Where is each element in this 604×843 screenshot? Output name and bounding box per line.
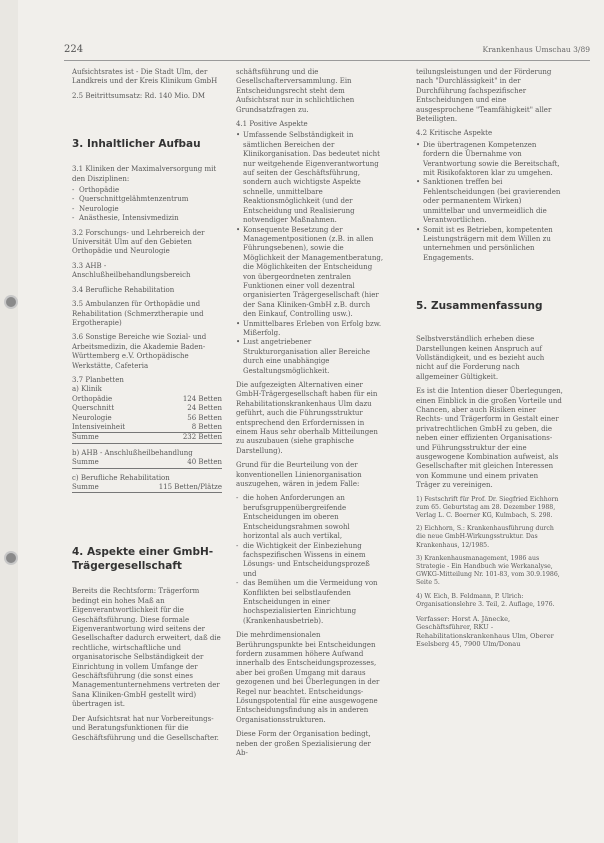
s42-list (416, 141, 564, 263)
paragraph: Grund für die Beurteilung von der konventionellen Linienorganisation auszugehen, wären in jedem Falle: (236, 461, 362, 489)
bed-label: Querschnitt (72, 404, 115, 413)
paragraph: Die mehrdimensionalen Berührungspunkte bei Entscheidungen fordern zusammen höhere Aufwand innerhalb des Entscheidungsprozesses, aber bei großen Umgang mit daraus gezogenen und bei Überlegungen in der Regel nur beachtet. Entscheidungs-Lösungspotential für eine ausgewogene Entscheidungsfindung als in anderen Organisationsstrukturen. (236, 631, 380, 724)
bed-value: 24 Betten (187, 404, 222, 413)
ahb-title: b) AHB - Anschlußheilbehandlung (72, 448, 193, 457)
list-item: • Sanktionen treffen bei Fehlentscheidungen (bei gravierenden oder permanentem Wirken) unmittelbar und unvermeidlich die Verantwortlichen. (416, 178, 564, 225)
bed-label: Intensiveinheit (72, 423, 158, 433)
list-item: • Die übertragenen Kompetenzen fordern die Übernahme von Verantwortung sowie die Bereitschaft, mit Risikofaktoren klar zu umgehen. (416, 141, 564, 179)
intro-item: 2.5 Beitrittsumsatz: Rd. 140 Mio. DM (72, 91, 206, 100)
document-page (18, 0, 604, 843)
s4-paragraph: Bereits die Rechtsform: Trägerform bedingt ein hohes Maß an Eigenverantwortlichkeit für die Geschäftsführung. Diese formale Eigenverantwortung wird seitens der Gesellschafter dadurch erweitert, daß die rechtliche, wirtschaftliche und organisatorische Selbständigkeit der Einrichtung in vollem Umfange der Geschäftsführung (die sonst eines Managementunternehmens vertreten der Sana Kliniken-GmbH gestellt wird) übertragen ist. (72, 587, 221, 709)
punch-hole-icon (6, 297, 16, 307)
sum-value: 232 Betten (158, 433, 222, 443)
table-row (72, 404, 222, 413)
paragraph: schäftsführung und die Gesellschafterversammlung. Ein Entscheidungsrecht steht dem Aufsichtsrat nur in schlichtlichen Grundsatzfragen zu. (236, 68, 355, 114)
list-item: - Orthopädie (72, 186, 222, 195)
reha-title: c) Berufliche Rehabilitation (72, 473, 170, 482)
bed-label: Orthopädie (72, 394, 113, 403)
s41-title: 4.1 Positive Aspekte (236, 120, 308, 129)
s36-text: 3.6 Sonstige Bereiche wie Sozial- und Arbeitsmedizin, die Akademie Baden-Württemberg e.V. Orthopädische Werkstätte, Cafeteria (72, 333, 207, 370)
column-3 (416, 68, 564, 654)
bed-value: 8 Betten (158, 423, 222, 433)
journal-title: Krankenhaus Umschau 3/89 (482, 45, 590, 54)
sum-label: Summe (72, 433, 158, 443)
table-row (72, 423, 222, 433)
bed-label: Neurologie (72, 413, 112, 422)
list-item: - die hohen Anforderungen an berufsgruppenübergreifende Entscheidungen im oberen Entscheidungsrahmen sowohl horizontal als auch vertikal, (236, 494, 384, 541)
s31-list (72, 186, 222, 224)
list-item: • Umfassende Selbständigkeit in sämtlichen Bereichen der Klinikorganisation. Das bedeutet nicht nur weitgehende Eigenverantwortung auf seiten der Geschäftsführung, sondern auch wichtigste Aspekte schnelle, unmittelbare Reaktionsmöglichkeit (und der Entscheidung und Realisierung notwendiger Maßnahmen. (236, 131, 384, 225)
list-item: - Neurologie (72, 205, 222, 214)
section-3-heading: 3. Inhaltlicher Aufbau (72, 138, 201, 151)
page-header (64, 44, 590, 61)
list-item: - die Wichtigkeit der Einbeziehung fachspezifischen Wissens in einem Lösungs- und Entscheidungsprozeß und (236, 542, 384, 580)
s4-paragraph: Der Aufsichtsrat hat nur Vorbereitungs- und Beratungsfunktionen für die Geschäftsführung und die Gesellschafter. (72, 714, 219, 742)
punch-hole-icon (6, 553, 16, 563)
table-row (72, 414, 222, 423)
paragraph: teilungsleistungen und der Förderung nach "Durchlässigkeit" in der Durchführung fachspezifischer Entscheidungen und eine ausgesprochene "Teamfähigkeit" aller Beteiligten. (416, 68, 552, 124)
sum-label: Summe (72, 483, 117, 493)
list-item: • Lust angetriebener Strukturorganisation aller Bereiche durch eine unabhängige Gestaltungsmöglichkeit. (236, 338, 384, 376)
sum-value: 40 Betten (137, 458, 222, 468)
reference-item: 4) W. Eich, B. Feldmann, P. Ulrich: Organisationslehre 3. Teil, 2. Auflage, 1976. (416, 592, 555, 608)
list-item: - Querschnittgelähmtenzentrum (72, 195, 222, 204)
list-item: - das Bemühen um die Vermeidung von Konflikten bei selbstlaufenden Entscheidungen in einer hochspezialisierten Einrichtung (Krankenhausbetrieb). (236, 579, 384, 626)
s32-text: 3.2 Forschungs- und Lehrbereich der Universität Ulm auf den Gebieten Orthopädie und Neurologie (72, 228, 205, 256)
s41-list (236, 131, 384, 376)
list-item: • Somit ist es Betrieben, kompetenten Leistungsträgern mit dem Willen zu unternehmen und persönlichen Engagements. (416, 226, 564, 264)
section-4-heading: 4. Aspekte einer GmbH-Trägergesellschaft (72, 546, 214, 573)
list-item: - Anästhesie, Intensivmedizin (72, 214, 222, 223)
s37-title: 3.7 Planbetten (72, 375, 124, 384)
s35-text: 3.5 Ambulanzen für Orthopädie und Rehabilitation (Schmerztherapie und Ergotherapie) (72, 300, 204, 327)
reference-item: 2) Eichhorn, S.: Krankenhausführung durch die neue GmbH-Wirkungsstruktur. Das Krankenhaus, 12/1985. (416, 525, 554, 549)
list-item: • Konsequente Besetzung der Managementpositionen (z.B. in allen Führungsebenen), sowie die Möglichkeit der Managementberatung, die Möglichkeiten der Entscheidung von übergeordneten zentralen Funktionen einer voll dezentral organisierten Trägergesellschaft (hier der Sana Kliniken-GmbH z.B. durch den Einkauf, Controlling usw.). (236, 226, 384, 320)
list-item: • Unmittelbares Erleben von Erfolg bzw. Mißerfolg. (236, 320, 384, 339)
s37-sub: a) Klinik (72, 385, 102, 394)
page-number: 224 (64, 44, 84, 55)
s34-text: 3.4 Berufliche Rehabilitation (72, 285, 175, 294)
ahb-table (72, 458, 222, 468)
para3-list (236, 494, 384, 626)
reha-table (72, 483, 222, 493)
intro-item: Aufsichtsrates ist - Die Stadt Ulm, der Landkreis und der Kreis Klinikum GmbH (72, 68, 218, 86)
table-row (72, 395, 222, 404)
bed-value: 124 Betten (182, 394, 222, 403)
column-1 (72, 68, 222, 748)
reference-item: 3) Krankenhausmanagement, 1986 aus Strategie - Ein Handbuch wie Werkanalyse, GWKG-Mitteilung Nr. 101-83, vom 30.9.1986, Seite 5. (416, 554, 560, 587)
reference-item: 1) Festschrift für Prof. Dr. Siegfried Eichhorn zum 65. Geburtstag am 28. Dezember 1988, Verlag L. C. Boerner KG, Kulmbach, S. 298. (416, 495, 559, 520)
s31-title: 3.1 Kliniken der Maximalversorgung mit den Disziplinen: (72, 165, 217, 183)
paragraph: Selbstverständlich erheben diese Darstellungen keinen Anspruch auf Vollständigkeit, und es bezieht auch nicht auf die Forderung nach allgemeiner Gültigkeit. (416, 335, 545, 381)
s33-text: 3.3 AHB - Anschlußheilbehandlungsbereich (72, 261, 191, 280)
paragraph: Die aufgezeigten Alternativen einer GmbH-Trägergesellschaft haben für ein Rehabilitationskrankenhaus Ulm dazu geführt, auch die Führungsstruktur entsprechend den Erfordernissen in einem Haus sehr oberhalb Mitteilungen zu auszubauen (siehe graphische Darstellung). (236, 381, 378, 455)
section-5-heading: 5. Zusammenfassung (416, 300, 543, 313)
sum-label: Summe (72, 458, 137, 468)
bed-value: 56 Betten (187, 413, 222, 422)
table-sum-row (72, 433, 222, 443)
beds-table (72, 395, 222, 444)
column-2 (236, 68, 384, 763)
paragraph: Diese Form der Organisation bedingt, neben der großen Spezialisierung der Ab- (236, 730, 371, 758)
s42-title: 4.2 Kritische Aspekte (416, 129, 493, 138)
author-note: Verfasser: Horst A. Jänecke, Geschäftsführer, RKU - Rehabilitationskrankenhaus Ulm, Oberer Eselsberg 45, 7900 Ulm/Donau (416, 615, 554, 649)
sum-value: 115 Betten/Plätze (117, 483, 222, 493)
paragraph: Es ist die Intention dieser Überlegungen, einen Einblick in die großen Vorteile und Chancen, aber auch Risiken einer Rechts- und Trägerform in Gestalt einer privatrechtlichen GmbH zu geben, die neben einer effizienten Organisations- und Führungsstruktur der eine ausgewogene Kombination aufweist, als Gesellschafter mit gleichen Interessen von Kommune und einem privaten Träger zu vereinigen. (416, 387, 563, 490)
table-sum-row (72, 458, 222, 468)
table-sum-row (72, 483, 222, 493)
references (416, 496, 564, 609)
